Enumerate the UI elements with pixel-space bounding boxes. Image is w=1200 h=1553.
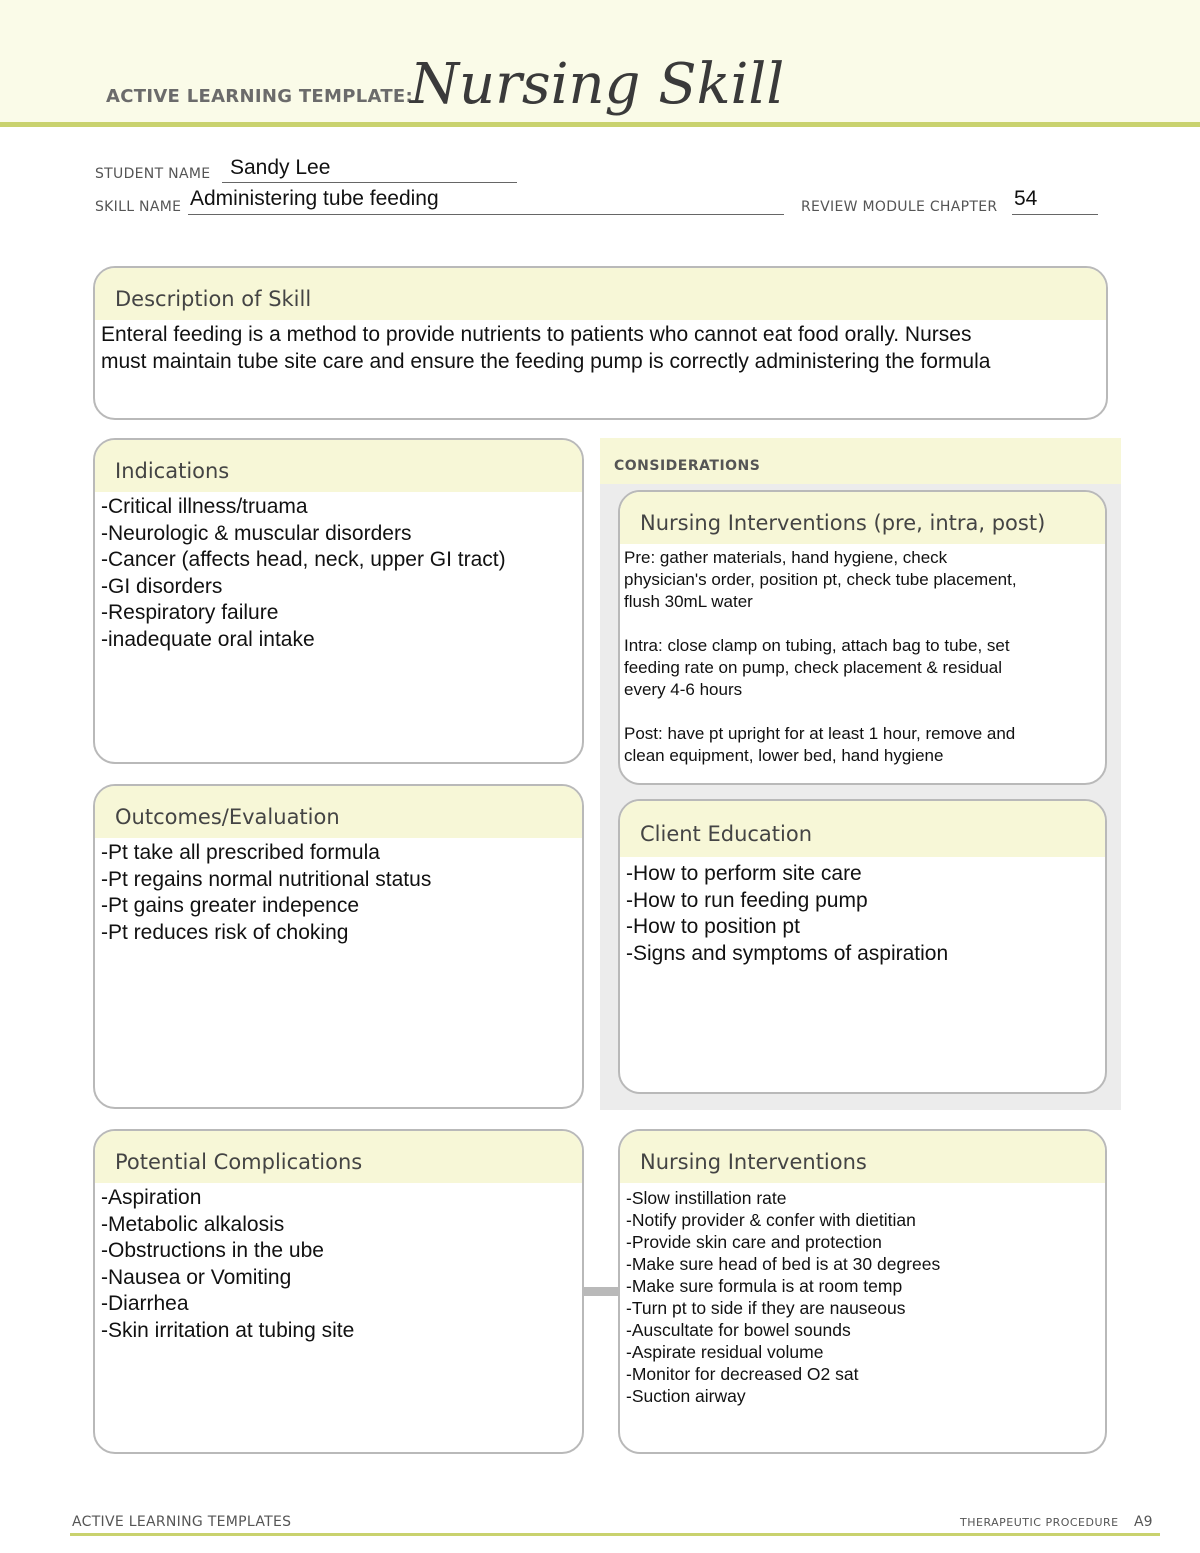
indications-title: Indications bbox=[95, 440, 582, 492]
template-label: ACTIVE LEARNING TEMPLATE: bbox=[106, 86, 413, 107]
considerations-title: CONSIDERATIONS bbox=[614, 458, 761, 474]
footer-left-label: ACTIVE LEARNING TEMPLATES bbox=[72, 1514, 292, 1530]
indications-body[interactable]: -Critical illness/truama -Neurologic & muscular disorders -Cancer (affects head, neck, upper GI tract) -GI disorders -Respiratory failure -inadequate oral intake bbox=[101, 495, 506, 651]
skill-name-label: SKILL NAME bbox=[95, 199, 182, 215]
outcomes-title: Outcomes/Evaluation bbox=[95, 786, 582, 838]
complications-body[interactable]: -Aspiration -Metabolic alkalosis -Obstructions in the ube -Nausea or Vomiting -Diarrhea -Skin irritation at tubing site bbox=[101, 1186, 355, 1342]
footer-rule bbox=[70, 1533, 1160, 1536]
client-education-title: Client Education bbox=[620, 801, 1105, 857]
complication-interventions-body[interactable]: -Slow instillation rate -Notify provider & confer with dietitian -Provide skin care and protection -Make sure head of bed is at 30 degrees -Make sure formula is at room temp -Turn pt to side if they are nauseous -Auscultate for bowel sounds -Aspirate residual volume -Monitor for decreased O2 sat -Suction airway bbox=[626, 1188, 941, 1406]
footer-page-number: A9 bbox=[1134, 1514, 1153, 1530]
client-education-body[interactable]: -How to perform site care -How to run feeding pump -How to position pt -Signs and symptoms of aspiration bbox=[626, 862, 949, 965]
description-body[interactable]: Enteral feeding is a method to provide nutrients to patients who cannot eat food orally. Nurses must maintain tube site care and ensure the feeding pump is correctly administering the formula bbox=[101, 323, 991, 373]
complication-interventions-title: Nursing Interventions bbox=[620, 1131, 1105, 1183]
skill-name-line bbox=[188, 214, 784, 215]
template-title: Nursing Skill bbox=[410, 52, 785, 117]
indications-box bbox=[93, 438, 584, 764]
footer-right-label: THERAPEUTIC PROCEDURE bbox=[960, 1516, 1119, 1529]
review-module-label: REVIEW MODULE CHAPTER bbox=[801, 199, 998, 215]
nursing-interventions-box bbox=[618, 490, 1107, 785]
outcomes-body[interactable]: -Pt take all prescribed formula -Pt regains normal nutritional status -Pt gains greater indepence -Pt reduces risk of choking bbox=[101, 841, 432, 944]
skill-name-field[interactable]: Administering tube feeding bbox=[190, 187, 439, 210]
student-name-field[interactable]: Sandy Lee bbox=[230, 156, 331, 179]
complications-box bbox=[93, 1129, 584, 1454]
nursing-interventions-body[interactable]: Pre: gather materials, hand hygiene, check physician's order, position pt, check tube placement, flush 30mL water Intra: close clamp on tubing, attach bag to tube, set feeding rate on pump, check placement & residual every 4-6 hours Post: have pt upright for at least 1 hour, remove and clean equipment, lower bed, hand hygiene bbox=[624, 548, 1017, 765]
client-education-box bbox=[618, 799, 1107, 1094]
review-module-line bbox=[1012, 214, 1098, 215]
complications-title: Potential Complications bbox=[95, 1131, 582, 1183]
review-module-field[interactable]: 54 bbox=[1014, 187, 1038, 210]
outcomes-box bbox=[93, 784, 584, 1109]
nursing-interventions-title: Nursing Interventions (pre, intra, post) bbox=[620, 492, 1105, 544]
complication-interventions-box bbox=[618, 1129, 1107, 1454]
connector-bar bbox=[583, 1287, 620, 1296]
description-box bbox=[93, 266, 1108, 420]
student-name-label: STUDENT NAME bbox=[95, 166, 211, 182]
student-name-line bbox=[222, 182, 517, 183]
description-title: Description of Skill bbox=[95, 268, 1106, 320]
header-rule bbox=[0, 122, 1200, 127]
